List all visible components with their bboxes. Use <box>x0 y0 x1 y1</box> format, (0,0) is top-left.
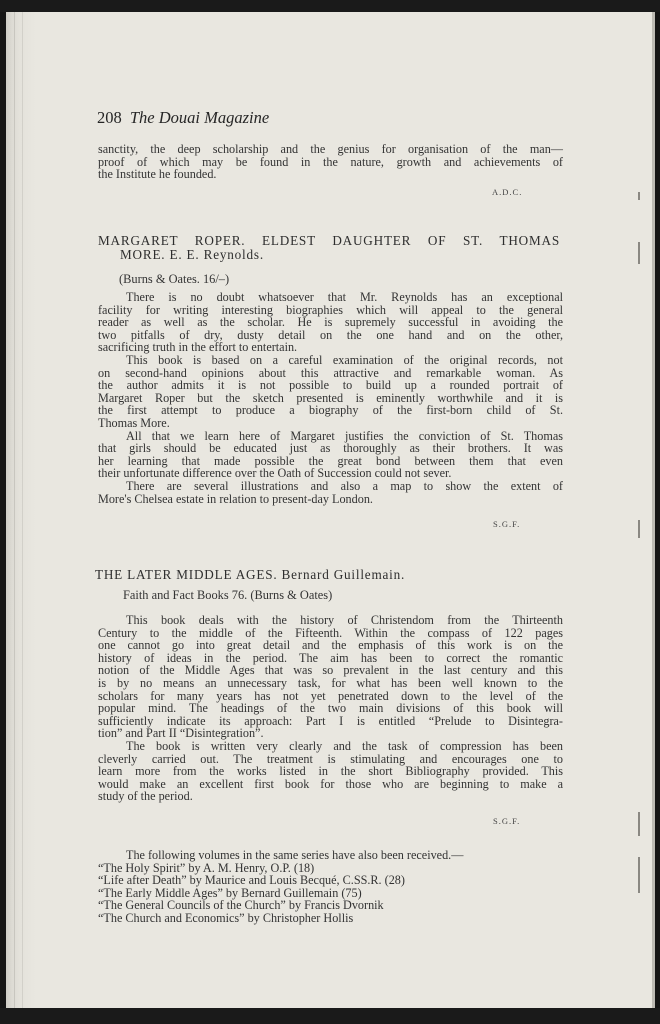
text-line: Margaret Roper but the sketch presented is eminently worthwhile and it is <box>98 390 563 405</box>
magazine-title: The Douai Magazine <box>129 108 270 127</box>
margin-mark <box>638 242 640 264</box>
scan-border-bottom <box>0 1008 660 1024</box>
list-item: “The Early Middle Ages” by Bernard Guillemain (75) <box>98 885 362 900</box>
running-header <box>97 109 269 127</box>
signature: A.D.C. <box>492 187 523 197</box>
text-line: learn more from the works listed in the short Bibliography provided. This <box>98 764 563 779</box>
text-line: cleverly carried out. The treatment is stimulating and encourages one to <box>98 751 563 766</box>
margin-mark <box>638 812 640 836</box>
text-line: More's Chelsea estate in relation to present-day London. <box>98 491 373 506</box>
signature: S.G.F. <box>493 519 521 529</box>
text-line: scholars for many years has not yet penetrated down to the level of the <box>98 688 563 703</box>
margin-mark <box>638 192 640 200</box>
text-line: on second-hand opinions about this attractive and remarkable woman. As <box>98 365 563 380</box>
text-line: Thomas More. <box>98 415 170 430</box>
review-title-line: MARGARET ROPER. ELDEST DAUGHTER OF ST. THOMAS <box>98 233 560 248</box>
text-line: would make an excellent first book for those who are beginning to make a <box>98 776 563 791</box>
signature: S.G.F. <box>493 816 521 826</box>
text-line: that girls should be educated just as thoroughly as their brothers. It was <box>98 441 563 456</box>
text-line: her learning that made possible the great bond between them that even <box>98 453 563 468</box>
received-intro: The following volumes in the same series have also been received.— <box>126 848 464 862</box>
text-line: history of ideas in the period. The aim has been to correct the romantic <box>98 650 563 665</box>
list-item: “The Holy Spirit” by A. M. Henry, O.P. (18) <box>98 860 315 875</box>
text-line: facility for writing interesting biographies which will appeal to the general <box>98 302 563 317</box>
review-title: THE LATER MIDDLE AGES. Bernard Guillemain. <box>95 567 406 582</box>
intro-paragraph <box>98 143 563 181</box>
text-line: There are several illustrations and also a map to show the extent of <box>126 478 563 493</box>
books-received <box>98 849 568 925</box>
text-line: This book deals with the history of Christendom from the Thirteenth <box>126 613 563 627</box>
text-line: is by no means an unnecessary task, for what has been well known to the <box>98 675 563 690</box>
text-line: The book is written very clearly and the task of compression has been <box>126 738 563 753</box>
page-number: 208 <box>97 108 122 127</box>
review-publisher: Faith and Fact Books 76. (Burns & Oates) <box>123 588 333 602</box>
text-line: the Institute he founded. <box>98 167 217 182</box>
text-line: two pitfalls of dry, dusty detail on the one hand and on the other, <box>98 327 563 342</box>
list-item: “The Church and Economics” by Christopher Hollis <box>98 910 354 925</box>
page-right-edge <box>652 12 655 1008</box>
text-line: their unfortunate difference over the Oath of Succession could not sever. <box>98 466 452 481</box>
text-line: Century to the middle of the Fifteenth. Within the compass of 122 pages <box>98 625 563 640</box>
text-line: This book is based on a careful examination of the original records, not <box>126 352 563 367</box>
list-item: “Life after Death” by Maurice and Louis Becqué, C.SS.R. (28) <box>98 873 405 888</box>
review-body <box>98 291 563 505</box>
text-line: one cannot go into great detail and the emphasis of this work is on the <box>98 638 563 653</box>
text-line: reader as well as the scholar. He is supremely successful in avoiding the <box>98 315 563 330</box>
review-title-line: MORE. E. E. Reynolds. <box>120 247 264 262</box>
text-line: study of the period. <box>98 789 193 804</box>
text-line: notion of the Middle Ages that was so prevalent in the last century and this <box>98 663 563 678</box>
scan-border-top <box>0 0 660 12</box>
margin-mark <box>638 520 640 538</box>
text-line: proof of which may be found in the nature, growth and achievements of <box>98 154 563 169</box>
text-line: sacrificing truth in the effort to entertain. <box>98 340 298 355</box>
review-title <box>98 234 560 262</box>
book-page <box>6 12 655 1008</box>
margin-mark <box>638 857 640 893</box>
review-body <box>98 614 563 803</box>
text-line: sanctity, the deep scholarship and the genius for organisation of the man— <box>98 142 563 156</box>
page-binding-shadow <box>6 12 36 1008</box>
text-line: There is no doubt whatsoever that Mr. Reynolds has an exceptional <box>126 290 563 304</box>
list-item: “The General Councils of the Church” by Francis Dvornik <box>98 898 384 913</box>
review-publisher: (Burns & Oates. 16/–) <box>119 272 230 286</box>
text-line: the author admits it is not possible to build up a rounded portrait of <box>98 378 563 393</box>
text-line: sufficiently indicate its approach: Part I is entitled “Prelude to Disintegra- <box>98 713 563 728</box>
text-line: popular mind. The headings of the two main divisions of this book will <box>98 701 563 716</box>
text-line: All that we learn here of Margaret justifies the conviction of St. Thomas <box>126 428 563 443</box>
text-line: the first attempt to produce a biography of the first-born child of St. <box>98 403 563 418</box>
text-line: tion” and Part II “Disintegration”. <box>98 726 264 741</box>
